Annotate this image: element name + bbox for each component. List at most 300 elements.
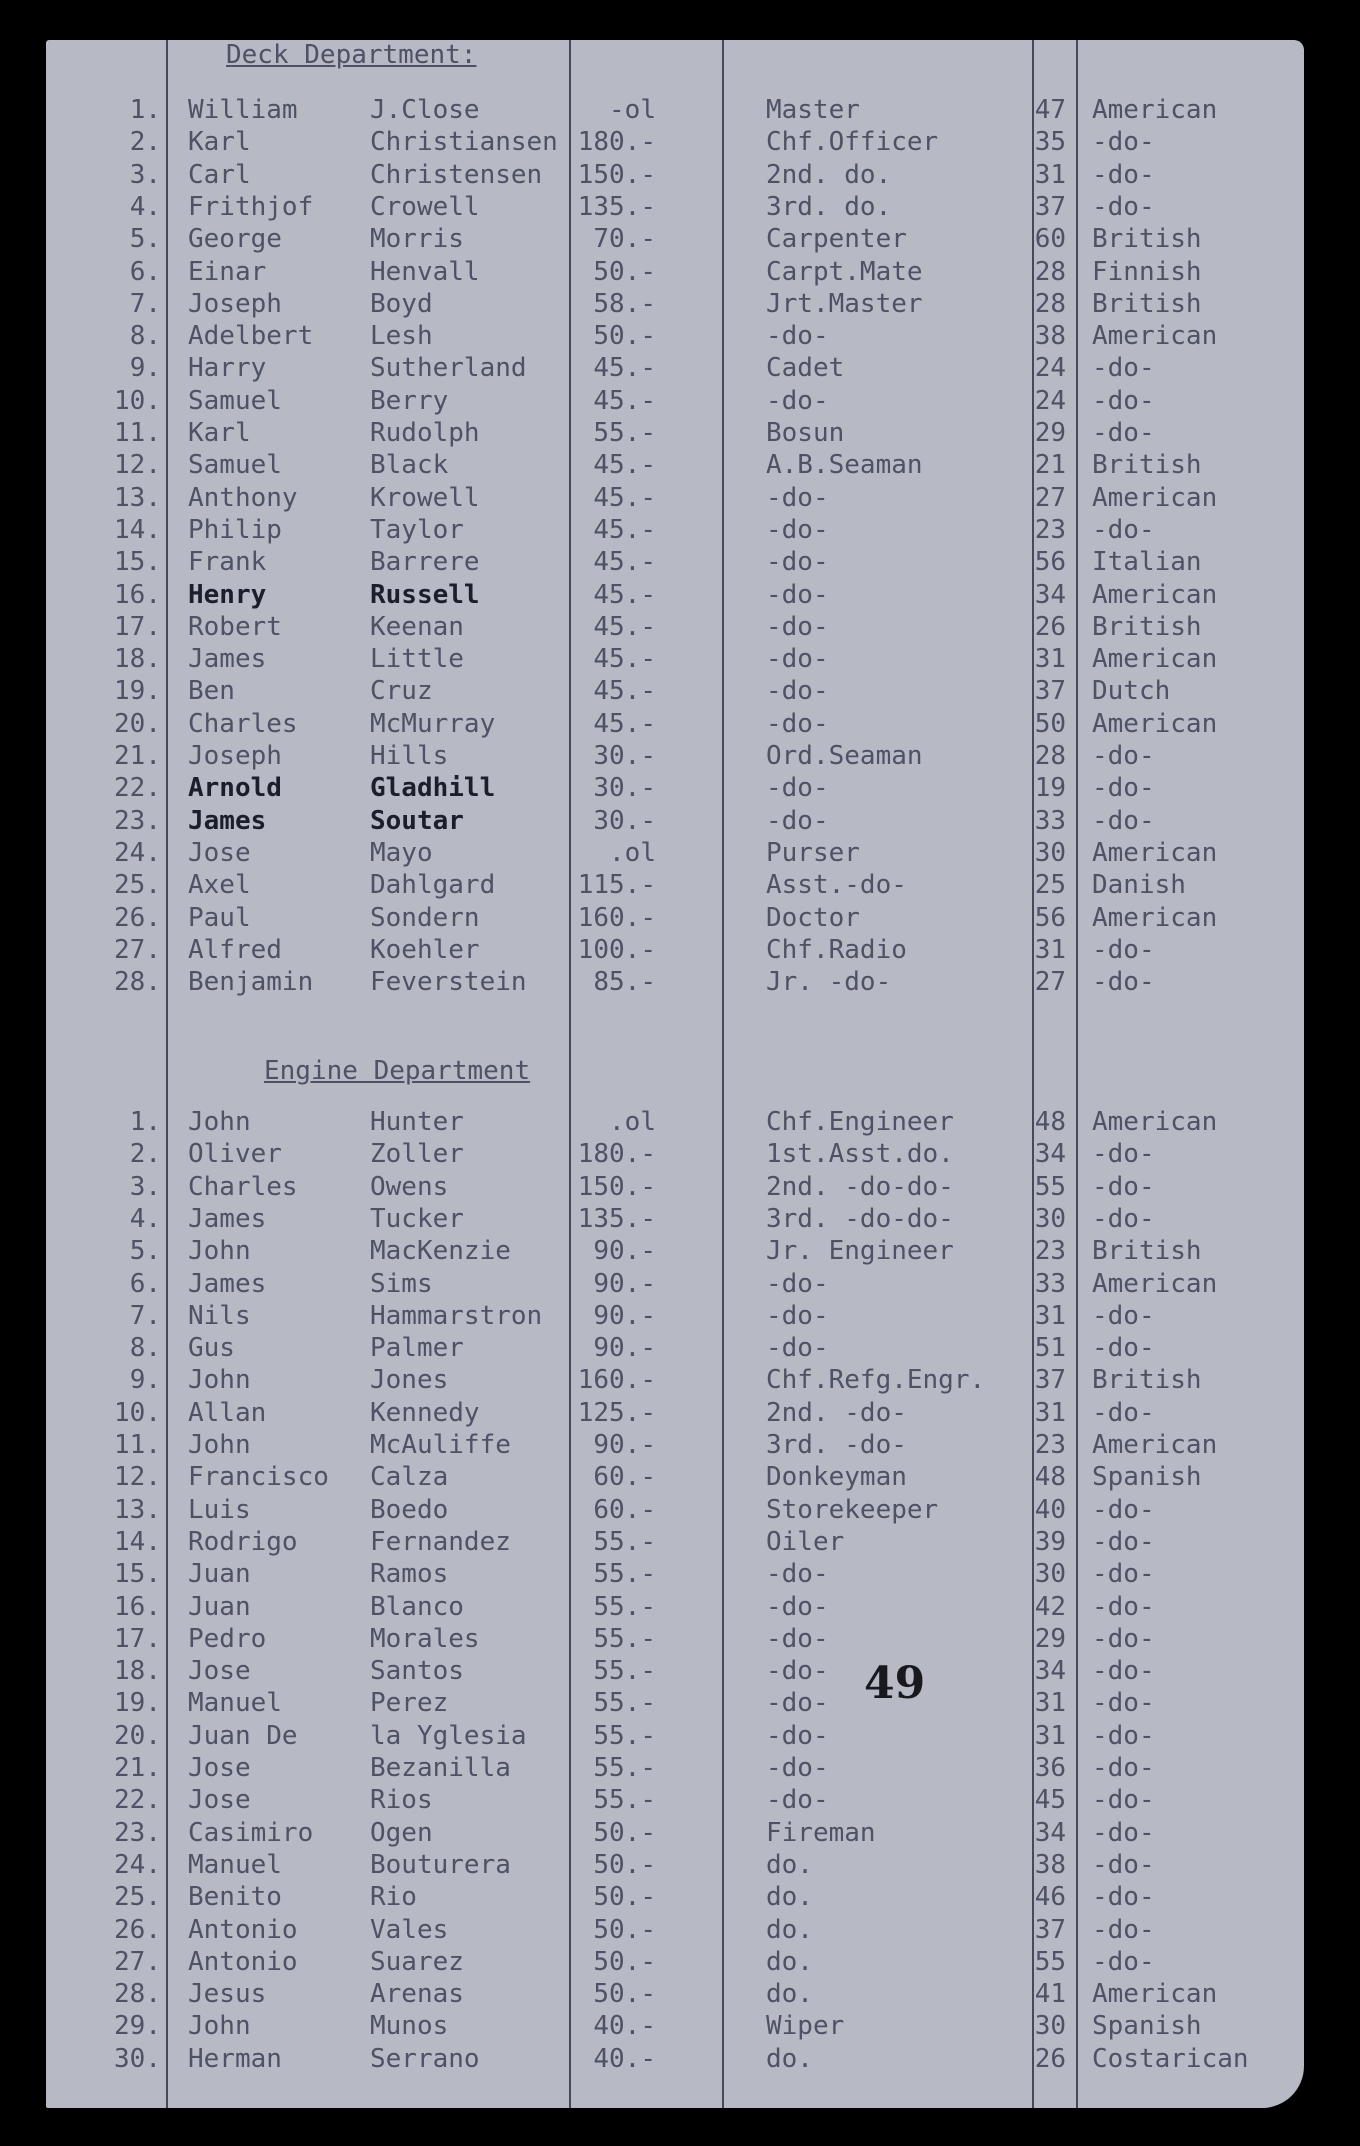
crew-age: 30 xyxy=(1034,1559,1066,1590)
crew-age: 30 xyxy=(1034,1203,1066,1234)
crew-age: 34 xyxy=(1034,579,1066,610)
crew-pay: 180.- xyxy=(577,127,656,158)
crew-nationality: -do- xyxy=(1092,514,1155,545)
crew-age: 37 xyxy=(1034,1365,1066,1396)
crew-first-name: Alfred xyxy=(188,934,282,965)
crew-last-name: Owens xyxy=(370,1171,449,1202)
crew-number: 2. xyxy=(129,127,161,158)
crew-number: 7. xyxy=(129,1300,161,1331)
crew-first-name: Frithjof xyxy=(188,191,314,222)
crew-pay: 55.- xyxy=(593,1720,656,1751)
crew-age: 36 xyxy=(1034,1753,1066,1783)
crew-first-name: Paul xyxy=(188,902,251,933)
crew-number: 16. xyxy=(114,1591,161,1622)
crew-number: 3. xyxy=(129,1171,161,1202)
crew-pay: 45.- xyxy=(593,579,656,610)
crew-last-name: Perez xyxy=(370,1688,449,1719)
crew-last-name: Boedo xyxy=(370,1494,449,1525)
crew-last-name: Christiansen xyxy=(370,127,558,158)
crew-last-name: Munos xyxy=(370,2011,449,2042)
crew-nationality: -do- xyxy=(1092,1785,1155,1816)
crew-rank: Jr. -do- xyxy=(766,967,892,998)
crew-number: 8. xyxy=(129,321,161,352)
crew-pay: 90.- xyxy=(593,1300,656,1331)
crew-age: 28 xyxy=(1034,741,1066,771)
crew-rank: -do- xyxy=(766,1720,829,1751)
crew-last-name: Tucker xyxy=(370,1203,464,1234)
crew-pay: 45.- xyxy=(593,644,656,675)
crew-last-name: Henvall xyxy=(370,256,480,287)
crew-pay: 125.- xyxy=(577,1397,656,1428)
crew-rank: 3rd. -do-do- xyxy=(766,1203,954,1234)
crew-pay: 90.- xyxy=(593,1268,656,1299)
crew-last-name: Keenan xyxy=(370,611,464,642)
crew-rank: -do- xyxy=(766,482,829,513)
crew-age: 56 xyxy=(1034,902,1066,933)
crew-last-name: Lesh xyxy=(370,321,433,352)
crew-nationality: British xyxy=(1092,1236,1202,1267)
crew-nationality: Italian xyxy=(1092,547,1202,578)
crew-first-name: Charles xyxy=(188,708,298,739)
crew-nationality: Costarican xyxy=(1092,2043,1249,2074)
deck-crew-row xyxy=(46,805,1304,837)
crew-age: 37 xyxy=(1034,676,1066,707)
crew-last-name: Fernandez xyxy=(370,1526,511,1557)
page-number-stamp: 49 xyxy=(864,1658,926,1709)
crew-rank: Chf.Refg.Engr. xyxy=(766,1365,986,1396)
engine-department-heading: Engine Department xyxy=(264,1056,531,1086)
crew-nationality: -do- xyxy=(1092,805,1155,836)
crew-last-name: Sutherland xyxy=(370,353,527,384)
crew-number: 13. xyxy=(114,1494,161,1525)
crew-number: 21. xyxy=(114,741,161,771)
crew-pay: 40.- xyxy=(593,2011,656,2042)
crew-pay: 135.- xyxy=(577,1203,656,1234)
crew-number: 21. xyxy=(114,1753,161,1783)
crew-age: 23 xyxy=(1034,514,1066,545)
crew-last-name: Feverstein xyxy=(370,967,527,998)
crew-age: 38 xyxy=(1034,321,1066,352)
crew-number: 2. xyxy=(129,1139,161,1170)
deck-crew-row xyxy=(46,126,1304,158)
engine-crew-row xyxy=(46,1171,1304,1203)
engine-crew-row xyxy=(46,1300,1304,1332)
crew-nationality: British xyxy=(1092,288,1202,319)
crew-first-name: James xyxy=(188,644,267,675)
crew-rank: do. xyxy=(766,1979,813,2010)
crew-first-name: Juan xyxy=(188,1559,251,1590)
crew-rank: Ord.Seaman xyxy=(766,741,923,771)
crew-last-name: Crowell xyxy=(370,191,480,222)
crew-nationality: Spanish xyxy=(1092,1462,1202,1493)
crew-nationality: -do- xyxy=(1092,353,1155,384)
crew-number: 19. xyxy=(114,676,161,707)
crew-rank: Donkeyman xyxy=(766,1462,907,1493)
crew-rank: do. xyxy=(766,1849,813,1880)
deck-crew-row xyxy=(46,611,1304,643)
crew-first-name: Jose xyxy=(188,1785,251,1816)
crew-age: 40 xyxy=(1034,1494,1066,1525)
crew-pay: 150.- xyxy=(577,159,656,190)
crew-number: 4. xyxy=(129,1203,161,1234)
deck-department-heading: Deck Department: xyxy=(226,40,477,70)
crew-first-name: Adelbert xyxy=(188,321,314,352)
crew-number: 8. xyxy=(129,1333,161,1364)
crew-pay: .ol xyxy=(609,1107,656,1137)
crew-number: 13. xyxy=(114,482,161,513)
crew-age: 21 xyxy=(1034,450,1066,481)
crew-nationality: -do- xyxy=(1092,1946,1155,1977)
crew-rank: Jr. Engineer xyxy=(766,1236,954,1267)
crew-first-name: Henry xyxy=(188,579,267,610)
crew-number: 12. xyxy=(114,1462,161,1493)
crew-pay: 135.- xyxy=(577,191,656,222)
crew-pay: 90.- xyxy=(593,1430,656,1460)
crew-number: 16. xyxy=(114,579,161,610)
crew-pay: 45.- xyxy=(593,611,656,642)
crew-last-name: Barrere xyxy=(370,547,480,578)
crew-age: 46 xyxy=(1034,1882,1066,1913)
crew-nationality: -do- xyxy=(1092,1139,1155,1170)
crew-rank: Carpt.Mate xyxy=(766,256,923,287)
crew-last-name: Serrano xyxy=(370,2043,480,2074)
crew-rank: Purser xyxy=(766,837,860,868)
crew-number: 24. xyxy=(114,1849,161,1880)
crew-rank: Master xyxy=(766,95,860,125)
crew-last-name: Rio xyxy=(370,1882,417,1913)
crew-number: 7. xyxy=(129,288,161,319)
crew-age: 33 xyxy=(1034,1268,1066,1299)
crew-age: 34 xyxy=(1034,1817,1066,1848)
crew-rank: do. xyxy=(766,1882,813,1913)
crew-nationality: American xyxy=(1092,1107,1218,1137)
crew-pay: 50.- xyxy=(593,1979,656,2010)
crew-first-name: John xyxy=(188,1430,251,1460)
crew-number: 14. xyxy=(114,514,161,545)
crew-last-name: la Yglesia xyxy=(370,1720,527,1751)
engine-crew-row xyxy=(46,1881,1304,1913)
crew-pay: 50.- xyxy=(593,1914,656,1945)
crew-nationality: American xyxy=(1092,1430,1218,1460)
crew-pay: 45.- xyxy=(593,450,656,481)
crew-number: 12. xyxy=(114,450,161,481)
crew-age: 31 xyxy=(1034,1397,1066,1428)
crew-last-name: Suarez xyxy=(370,1946,464,1977)
crew-rank: -do- xyxy=(766,1753,829,1783)
crew-age: 31 xyxy=(1034,644,1066,675)
crew-rank: -do- xyxy=(766,1656,829,1687)
crew-first-name: James xyxy=(188,1268,267,1299)
crew-rank: do. xyxy=(766,2043,813,2074)
crew-nationality: -do- xyxy=(1092,1656,1155,1687)
crew-last-name: McAuliffe xyxy=(370,1430,511,1460)
crew-last-name: MacKenzie xyxy=(370,1236,511,1267)
crew-rank: A.B.Seaman xyxy=(766,450,923,481)
crew-last-name: Hunter xyxy=(370,1107,464,1137)
crew-nationality: British xyxy=(1092,224,1202,255)
crew-nationality: American xyxy=(1092,321,1218,352)
crew-rank: Asst.-do- xyxy=(766,870,907,901)
crew-number: 1. xyxy=(129,95,161,125)
crew-pay: 150.- xyxy=(577,1171,656,1202)
crew-number: 18. xyxy=(114,1656,161,1687)
crew-nationality: -do- xyxy=(1092,1300,1155,1331)
crew-nationality: American xyxy=(1092,1268,1218,1299)
crew-last-name: Dahlgard xyxy=(370,870,496,901)
crew-age: 28 xyxy=(1034,288,1066,319)
crew-number: 15. xyxy=(114,547,161,578)
crew-rank: -do- xyxy=(766,1623,829,1654)
crew-first-name: Juan xyxy=(188,1591,251,1622)
crew-pay: 58.- xyxy=(593,288,656,319)
crew-rank: 2nd. -do-do- xyxy=(766,1171,954,1202)
crew-last-name: Ramos xyxy=(370,1559,449,1590)
crew-age: 31 xyxy=(1034,1300,1066,1331)
crew-last-name: Soutar xyxy=(370,805,464,836)
crew-nationality: American xyxy=(1092,708,1218,739)
crew-rank: 1st.Asst.do. xyxy=(766,1139,954,1170)
crew-nationality: -do- xyxy=(1092,1720,1155,1751)
deck-crew-row xyxy=(46,320,1304,352)
crew-first-name: Charles xyxy=(188,1171,298,1202)
deck-crew-row xyxy=(46,837,1304,869)
crew-rank: -do- xyxy=(766,385,829,416)
deck-crew-row xyxy=(46,934,1304,966)
crew-number: 17. xyxy=(114,611,161,642)
crew-last-name: Taylor xyxy=(370,514,464,545)
crew-nationality: American xyxy=(1092,482,1218,513)
crew-nationality: -do- xyxy=(1092,418,1155,448)
crew-first-name: Karl xyxy=(188,127,251,158)
crew-first-name: Philip xyxy=(188,514,282,545)
engine-crew-row xyxy=(46,1558,1304,1590)
crew-nationality: -do- xyxy=(1092,1849,1155,1880)
crew-pay: 60.- xyxy=(593,1494,656,1525)
crew-rank: Carpenter xyxy=(766,224,907,255)
crew-nationality: -do- xyxy=(1092,1914,1155,1945)
crew-rank: -do- xyxy=(766,579,829,610)
crew-last-name: Rudolph xyxy=(370,418,480,448)
crew-first-name: Frank xyxy=(188,547,267,578)
crew-first-name: John xyxy=(188,1365,251,1396)
engine-crew-row xyxy=(46,1946,1304,1978)
deck-crew-row xyxy=(46,643,1304,675)
crew-number: 29. xyxy=(114,2011,161,2042)
crew-number: 6. xyxy=(129,1268,161,1299)
crew-last-name: Vales xyxy=(370,1914,449,1945)
crew-first-name: George xyxy=(188,224,282,255)
engine-crew-row xyxy=(46,1655,1304,1687)
crew-pay: 55.- xyxy=(593,1526,656,1557)
crew-pay: 45.- xyxy=(593,708,656,739)
crew-nationality: Dutch xyxy=(1092,676,1171,707)
crew-list-sheet xyxy=(46,40,1304,2108)
crew-nationality: American xyxy=(1092,95,1218,125)
crew-pay: 50.- xyxy=(593,1882,656,1913)
crew-number: 17. xyxy=(114,1623,161,1654)
crew-age: 55 xyxy=(1034,1171,1066,1202)
crew-nationality: -do- xyxy=(1092,1817,1155,1848)
deck-crew-row xyxy=(46,223,1304,255)
crew-pay: 55.- xyxy=(593,1656,656,1687)
engine-crew-row xyxy=(46,1752,1304,1784)
engine-crew-row xyxy=(46,1397,1304,1429)
engine-crew-row xyxy=(46,1494,1304,1526)
crew-nationality: -do- xyxy=(1092,1559,1155,1590)
crew-number: 27. xyxy=(114,934,161,965)
crew-last-name: Koehler xyxy=(370,934,480,965)
crew-age: 34 xyxy=(1034,1656,1066,1687)
crew-nationality: -do- xyxy=(1092,1753,1155,1783)
crew-rank: -do- xyxy=(766,1559,829,1590)
crew-rank: 3rd. do. xyxy=(766,191,892,222)
crew-last-name: Morris xyxy=(370,224,464,255)
crew-pay: 70.- xyxy=(593,224,656,255)
crew-nationality: -do- xyxy=(1092,1526,1155,1557)
crew-number: 5. xyxy=(129,224,161,255)
crew-pay: 50.- xyxy=(593,1817,656,1848)
deck-crew-row xyxy=(46,708,1304,740)
crew-number: 25. xyxy=(114,1882,161,1913)
crew-last-name: Little xyxy=(370,644,464,675)
crew-nationality: -do- xyxy=(1092,127,1155,158)
crew-age: 26 xyxy=(1034,2043,1066,2074)
crew-rank: Jrt.Master xyxy=(766,288,923,319)
crew-pay: 55.- xyxy=(593,1623,656,1654)
crew-rank: -do- xyxy=(766,1300,829,1331)
crew-first-name: Francisco xyxy=(188,1462,329,1493)
engine-crew-row xyxy=(46,1461,1304,1493)
crew-number: 9. xyxy=(129,353,161,384)
engine-crew-row xyxy=(46,1268,1304,1300)
crew-age: 33 xyxy=(1034,805,1066,836)
crew-nationality: -do- xyxy=(1092,191,1155,222)
deck-crew-row xyxy=(46,514,1304,546)
deck-crew-row xyxy=(46,740,1304,772)
crew-rank: -do- xyxy=(766,708,829,739)
crew-nationality: American xyxy=(1092,902,1218,933)
crew-last-name: Berry xyxy=(370,385,449,416)
crew-pay: 55.- xyxy=(593,1559,656,1590)
deck-crew-row xyxy=(46,94,1304,126)
crew-first-name: Pedro xyxy=(188,1623,267,1654)
crew-number: 28. xyxy=(114,1979,161,2010)
engine-crew-row xyxy=(46,1526,1304,1558)
crew-number: 1. xyxy=(129,1107,161,1137)
deck-crew-row xyxy=(46,288,1304,320)
crew-last-name: Calza xyxy=(370,1462,449,1493)
crew-age: 48 xyxy=(1034,1107,1066,1137)
crew-age: 31 xyxy=(1034,934,1066,965)
crew-number: 22. xyxy=(114,1785,161,1816)
crew-nationality: Finnish xyxy=(1092,256,1202,287)
crew-first-name: James xyxy=(188,1203,267,1234)
crew-first-name: John xyxy=(188,1236,251,1267)
crew-age: 29 xyxy=(1034,1623,1066,1654)
crew-number: 25. xyxy=(114,870,161,901)
crew-nationality: British xyxy=(1092,1365,1202,1396)
deck-crew-row xyxy=(46,256,1304,288)
crew-first-name: Oliver xyxy=(188,1139,282,1170)
crew-first-name: Anthony xyxy=(188,482,298,513)
engine-crew-row xyxy=(46,2010,1304,2042)
deck-crew-row xyxy=(46,546,1304,578)
crew-pay: 50.- xyxy=(593,321,656,352)
crew-last-name: Hammarstron xyxy=(370,1300,543,1331)
crew-nationality: American xyxy=(1092,837,1218,868)
crew-last-name: Mayo xyxy=(370,837,433,868)
crew-nationality: -do- xyxy=(1092,773,1155,804)
crew-last-name: Jones xyxy=(370,1365,449,1396)
crew-pay: 115.- xyxy=(577,870,656,901)
crew-rank: -do- xyxy=(766,321,829,352)
crew-nationality: -do- xyxy=(1092,1623,1155,1654)
crew-last-name: Zoller xyxy=(370,1139,464,1170)
crew-rank: -do- xyxy=(766,773,829,804)
crew-first-name: Jesus xyxy=(188,1979,267,2010)
crew-pay: 30.- xyxy=(593,805,656,836)
crew-pay: 160.- xyxy=(577,1365,656,1396)
crew-first-name: Juan De xyxy=(188,1720,298,1751)
crew-pay: 90.- xyxy=(593,1236,656,1267)
crew-age: 34 xyxy=(1034,1139,1066,1170)
crew-last-name: Morales xyxy=(370,1623,480,1654)
crew-last-name: Cruz xyxy=(370,676,433,707)
deck-crew-row xyxy=(46,902,1304,934)
crew-first-name: Rodrigo xyxy=(188,1526,298,1557)
crew-last-name: Arenas xyxy=(370,1979,464,2010)
crew-nationality: British xyxy=(1092,450,1202,481)
crew-nationality: American xyxy=(1092,579,1218,610)
crew-age: 25 xyxy=(1034,870,1066,901)
deck-crew-row xyxy=(46,385,1304,417)
crew-first-name: Antonio xyxy=(188,1946,298,1977)
crew-nationality: -do- xyxy=(1092,1203,1155,1234)
crew-nationality: -do- xyxy=(1092,1494,1155,1525)
engine-crew-row xyxy=(46,1429,1304,1461)
crew-last-name: Gladhill xyxy=(370,773,496,804)
crew-rank: Chf.Radio xyxy=(766,934,907,965)
crew-age: 30 xyxy=(1034,837,1066,868)
crew-first-name: James xyxy=(188,805,267,836)
crew-age: 31 xyxy=(1034,1720,1066,1751)
crew-age: 38 xyxy=(1034,1849,1066,1880)
crew-age: 51 xyxy=(1034,1333,1066,1364)
crew-rank: -do- xyxy=(766,1333,829,1364)
crew-first-name: Nils xyxy=(188,1300,251,1331)
crew-last-name: Boyd xyxy=(370,288,433,319)
crew-age: 50 xyxy=(1034,708,1066,739)
crew-number: 28. xyxy=(114,967,161,998)
crew-rank: -do- xyxy=(766,805,829,836)
crew-nationality: Spanish xyxy=(1092,2011,1202,2042)
engine-crew-row xyxy=(46,1364,1304,1396)
crew-rank: do. xyxy=(766,1946,813,1977)
crew-pay: 90.- xyxy=(593,1333,656,1364)
crew-nationality: -do- xyxy=(1092,1882,1155,1913)
deck-crew-row xyxy=(46,482,1304,514)
crew-rank: 3rd. -do- xyxy=(766,1430,907,1460)
crew-last-name: McMurray xyxy=(370,708,496,739)
crew-pay: 45.- xyxy=(593,353,656,384)
crew-number: 23. xyxy=(114,805,161,836)
crew-number: 14. xyxy=(114,1526,161,1557)
crew-age: 19 xyxy=(1034,773,1066,804)
crew-first-name: Benjamin xyxy=(188,967,314,998)
crew-number: 27. xyxy=(114,1946,161,1977)
crew-age: 27 xyxy=(1034,482,1066,513)
crew-number: 22. xyxy=(114,773,161,804)
